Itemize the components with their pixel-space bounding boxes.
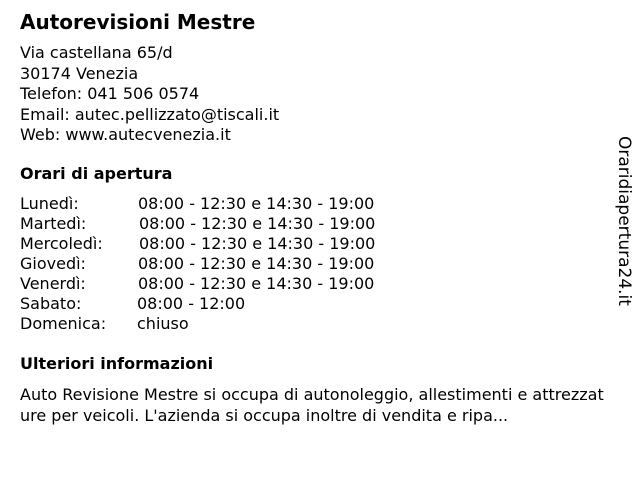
day-label: Sabato: — [20, 294, 82, 313]
city-line: 30174 Venezia — [20, 63, 139, 83]
business-name: Autorevisioni Mestre — [20, 10, 256, 34]
phone-line: Telefon: 041 506 0574 — [20, 84, 200, 103]
site-watermark: Oraridiapertura24.it — [614, 136, 634, 306]
day-label: Lunedì: — [20, 194, 79, 213]
address-line: Via castellana 65/d — [20, 43, 173, 62]
time-value: 08:00 - 12:30 e 14:30 - 19:00 — [138, 194, 375, 213]
opening-hours-heading: Orari di apertura — [20, 164, 173, 183]
time-value: 08:00 - 12:00 — [137, 294, 246, 313]
day-label: Mercoledì: — [20, 234, 103, 253]
time-value: 08:00 - 12:30 e 14:30 - 19:00 — [139, 214, 376, 233]
further-info-text: Auto Revisione Mestre si occupa di autonoleggio, allestimenti e attrezzature per veicoli. L'azienda si occupa inoltre di vendita e ripa... — [20, 385, 604, 425]
day-label: Domenica: — [20, 314, 107, 333]
email-line: Email: autec.pellizzato@tiscali.it — [20, 104, 280, 124]
time-value: 08:00 - 12:30 e 14:30 - 19:00 — [138, 254, 375, 273]
web-line: Web: www.autecvenezia.it — [20, 125, 231, 144]
time-value: 08:00 - 12:30 e 14:30 - 19:00 — [138, 274, 375, 293]
day-label: Martedì: — [20, 214, 87, 233]
day-label: Giovedì: — [20, 254, 86, 273]
contact-block — [20, 43, 279, 146]
time-value: chiuso — [137, 314, 189, 333]
further-info-heading: Ulteriori informazioni — [20, 354, 214, 373]
day-label: Venerdì: — [20, 274, 86, 293]
time-value: 08:00 - 12:30 e 14:30 - 19:00 — [139, 234, 376, 253]
